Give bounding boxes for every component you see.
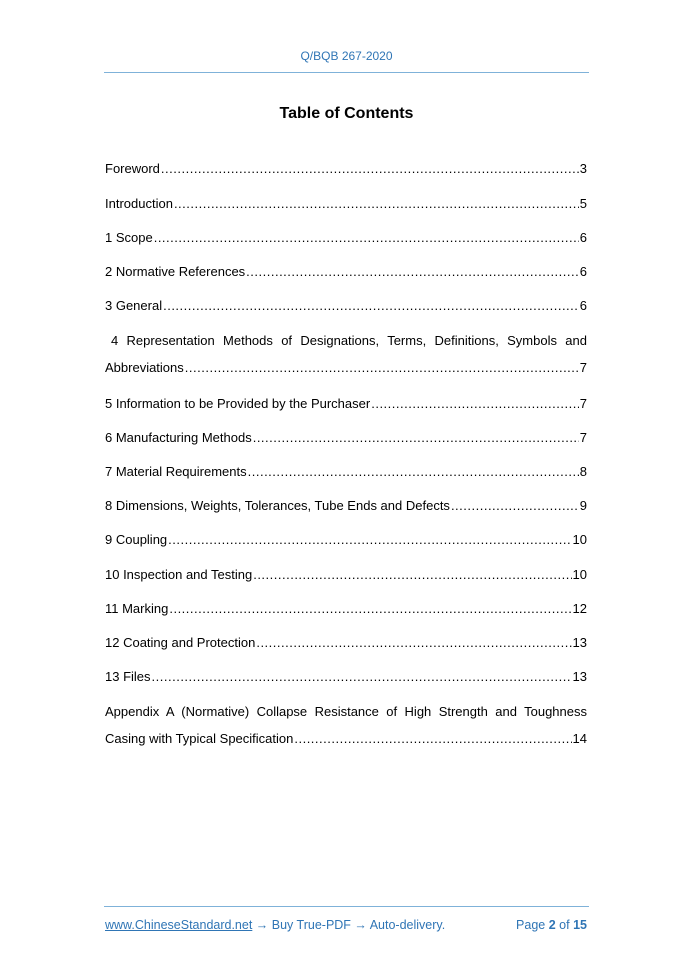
toc-leader-dots xyxy=(253,429,579,447)
toc-entry-label: 8 Dimensions, Weights, Tolerances, Tube Ends and Defects xyxy=(105,498,450,513)
page-footer xyxy=(105,916,587,934)
toc-entry-coating-protection[interactable] xyxy=(105,634,587,652)
toc-entry-scope[interactable] xyxy=(105,229,587,247)
toc-leader-dots xyxy=(253,566,571,584)
toc-entry-normative-references[interactable] xyxy=(105,263,587,281)
of-word: of xyxy=(559,918,570,932)
toc-entry-page: 8 xyxy=(579,464,587,479)
toc-entry-page: 7 xyxy=(579,360,587,375)
header-divider xyxy=(104,72,589,73)
footer-promo xyxy=(105,916,445,934)
toc-entry-label: 3 General xyxy=(105,298,163,313)
toc-entry-manufacturing-methods[interactable] xyxy=(105,429,587,447)
toc-entry-page: 5 xyxy=(579,196,587,211)
toc-leader-dots xyxy=(174,195,579,213)
toc-entry-label-line1: 4 Representation Methods of Designations, Terms, Definitions, Symbols and xyxy=(111,333,587,348)
toc-entry-purchaser-information[interactable] xyxy=(105,395,587,413)
toc-leader-dots xyxy=(168,531,571,549)
toc-entry-inspection-testing[interactable] xyxy=(105,566,587,584)
toc-entry-label: 13 Files xyxy=(105,669,151,684)
toc-entry-dimensions-weights[interactable] xyxy=(105,497,587,515)
toc-entry-page: 7 xyxy=(579,396,587,411)
toc-entry-page: 6 xyxy=(579,230,587,245)
toc-entry-page: 6 xyxy=(579,264,587,279)
website-link[interactable]: www.ChineseStandard.net xyxy=(105,918,253,932)
toc-entry-files[interactable] xyxy=(105,668,587,686)
toc-entry-page: 9 xyxy=(579,498,587,513)
toc-entry-label-line1: Appendix A (Normative) Collapse Resistance of High Strength and Toughness xyxy=(105,704,587,719)
toc-entry-foreword[interactable] xyxy=(105,160,587,178)
toc-leader-dots xyxy=(161,160,579,178)
toc-entry-page: 6 xyxy=(579,298,587,313)
toc-entry-page: 10 xyxy=(572,532,587,547)
toc-entry-label: 2 Normative References xyxy=(105,264,246,279)
toc-entry-coupling[interactable] xyxy=(105,531,587,549)
footer-promo-text: → Buy True-PDF → Auto-delivery. xyxy=(252,918,446,932)
toc-entry-label: 6 Manufacturing Methods xyxy=(105,430,252,445)
toc-entry-page: 10 xyxy=(572,567,587,582)
toc-leader-dots xyxy=(246,263,579,281)
footer-divider xyxy=(104,906,589,907)
toc-leader-dots xyxy=(451,497,579,515)
page-word: Page xyxy=(516,918,546,932)
toc-title: Table of Contents xyxy=(279,105,414,122)
toc-entry-label: 7 Material Requirements xyxy=(105,464,247,479)
toc-leader-dots xyxy=(185,359,579,377)
toc-entry-marking[interactable] xyxy=(105,600,587,618)
toc-entry-label: 1 Scope xyxy=(105,230,153,245)
toc-leader-dots xyxy=(154,229,579,247)
toc-entry-appendix-a[interactable] xyxy=(105,703,587,748)
toc-leader-dots xyxy=(169,600,571,618)
total-pages-number: 15 xyxy=(573,918,587,932)
toc-entry-label: Introduction xyxy=(105,196,173,211)
current-page-number: 2 xyxy=(548,918,556,932)
toc-entry-label: 10 Inspection and Testing xyxy=(105,567,253,582)
toc-leader-dots xyxy=(163,297,579,315)
toc-entry-introduction[interactable] xyxy=(105,195,587,213)
toc-entry-page: 3 xyxy=(579,161,587,176)
toc-entry-label: Casing with Typical Specification xyxy=(105,731,294,746)
toc-entry-representation-methods[interactable] xyxy=(105,332,587,377)
toc-entry-label: 12 Coating and Protection xyxy=(105,635,256,650)
toc-entry-page: 7 xyxy=(579,430,587,445)
toc-leader-dots xyxy=(152,668,572,686)
toc-entry-label: Foreword xyxy=(105,161,160,176)
toc-entry-label: Abbreviations xyxy=(105,360,184,375)
toc-entry-label: 5 Information to be Provided by the Purchaser xyxy=(105,396,371,411)
toc-entry-page: 14 xyxy=(572,731,587,746)
toc-leader-dots xyxy=(294,730,571,748)
toc-entry-general[interactable] xyxy=(105,297,587,315)
toc-entry-page: 12 xyxy=(572,601,587,616)
document-code-header: Q/BQB 267-2020 xyxy=(300,49,393,63)
toc-entry-material-requirements[interactable] xyxy=(105,463,587,481)
toc-leader-dots xyxy=(371,395,579,413)
toc-entry-label: 11 Marking xyxy=(105,601,169,616)
toc-leader-dots xyxy=(248,463,579,481)
toc-entry-label: 9 Coupling xyxy=(105,532,168,547)
toc-entry-page: 13 xyxy=(572,635,587,650)
page-number xyxy=(516,916,587,934)
toc-entry-page: 13 xyxy=(572,669,587,684)
toc-leader-dots xyxy=(256,634,571,652)
